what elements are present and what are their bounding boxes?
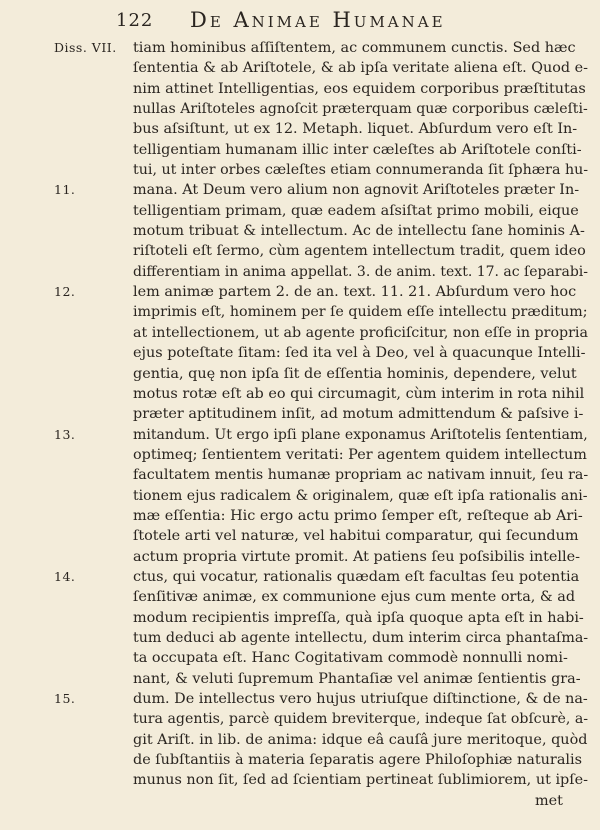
- line-text: nullas Ariſtoteles agnoſcit præterquam quæ corporibus cæleſti-: [133, 101, 588, 118]
- text-line: [0, 38, 600, 58]
- line-text: ejus poteſtate ſitam: ſed ita vel à Deo, vel à quacunque Intelli-: [133, 345, 586, 362]
- text-line: [0, 547, 600, 567]
- line-text: ctus, qui vocatur, rationalis quædam eſt facultas ſeu potentia: [133, 568, 580, 585]
- text-line: [0, 221, 600, 241]
- line-text: mæ eſſentia: Hic ergo actu primo ſemper eſt, reſteque ab Ari-: [133, 507, 583, 524]
- line-text: dum. De intellectus vero hujus utriuſque diſtinctione, & de na-: [133, 691, 588, 707]
- line-text: de ſubſtantiis à materia ſeparatis agere Philoſophiæ naturalis: [133, 752, 582, 769]
- body-text: [0, 38, 600, 811]
- line-text: motum tribuat & intellectum. Ac de intellectu ſane hominis A-: [133, 223, 585, 240]
- text-line: [0, 608, 600, 628]
- catchword-line: [0, 791, 600, 811]
- line-text: riſtoteli eſt ſermo, cùm agentem intellectum tradit, quem ideo: [133, 243, 586, 260]
- text-line: [0, 445, 600, 465]
- text-line: [0, 79, 600, 99]
- line-text: mana. At Deum vero alium non agnovit Ariſtoteles præter In-: [133, 182, 580, 199]
- text-line: [0, 404, 600, 424]
- line-text: at intellectionem, ut ab agente proficiſcitur, non eſſe in propria: [133, 324, 588, 341]
- line-text: facultatem mentis humanæ propriam ac nativam innuit, ſeu ra-: [133, 467, 589, 484]
- text-line: [0, 750, 600, 770]
- margin-note: 13.: [54, 426, 76, 442]
- line-text: actum propria virtute promit. At patiens ſeu poſsibilis intelle-: [133, 548, 581, 565]
- text-line: [0, 262, 600, 282]
- line-text: tionem ejus radicalem & originalem, quæ eſt ipſa rationalis ani-: [133, 487, 588, 504]
- text-line: [0, 364, 600, 384]
- text-line: [0, 465, 600, 485]
- text-line: [0, 709, 600, 729]
- line-text: bus aſsiſtunt, ut ex 12. Metaph. liquet. Abſurdum vero eſt In-: [133, 121, 578, 138]
- line-text: ſtotele arti vel naturæ, vel habitui comparatur, qui ſecundum: [133, 528, 579, 545]
- margin-note: Diss. VII.: [54, 40, 117, 55]
- text-line: [0, 160, 600, 180]
- line-text: tui, ut inter orbes cæleſtes etiam connumeranda ſit ſphæra hu-: [133, 162, 589, 179]
- margin-note: 15.: [54, 691, 76, 706]
- text-line: [0, 730, 600, 750]
- text-line: [0, 526, 600, 546]
- line-text: modum recipientis impreſſa, quà ipſa quoque apta eſt in habi-: [133, 609, 584, 626]
- text-line: [0, 323, 600, 343]
- line-text: mitandum. Ut ergo ipſi plane exponamus Ariſtotelis ſententiam,: [133, 426, 588, 443]
- margin-note: 14.: [54, 568, 76, 584]
- text-line: [0, 99, 600, 119]
- text-line: [0, 425, 600, 445]
- text-line: [0, 628, 600, 648]
- text-line: [0, 770, 600, 790]
- text-line: [0, 180, 600, 200]
- line-text: optimeq; ſentientem veritati: Per agentem quidem intellectum: [133, 446, 587, 463]
- line-text: telligentiam humanam illic inter cæleſtes ab Ariſtotele conſti-: [133, 141, 582, 158]
- text-line: [0, 58, 600, 78]
- text-line: [0, 648, 600, 668]
- text-line: [0, 689, 600, 709]
- page-number: 122: [116, 10, 154, 31]
- text-line: [0, 201, 600, 221]
- line-text: tiam hominibus aſſiſtentem, ac communem cunctis. Sed hæc: [133, 40, 576, 56]
- line-text: imprimis eſt, hominem per ſe quidem eſſe intellectu præditum;: [133, 304, 588, 321]
- text-line: [0, 486, 600, 506]
- page-header: [0, 8, 600, 36]
- line-text: tura agentis, parcè quidem breviterque, indeque ſat obſcurè, a-: [133, 711, 589, 728]
- text-line: [0, 384, 600, 404]
- line-text: gentia, quę non ipſa ſit de eſſentia hominis, dependere, velut: [133, 365, 577, 382]
- line-text: præter aptitudinem inſit, ad motum admittendum & paſsive i-: [133, 406, 584, 423]
- line-text: git Ariſt. in lib. de anima: idque eâ cauſâ jure meritoque, quòd: [133, 731, 588, 748]
- line-text: ſenſitivæ animæ, ex communione ejus cum mente orta, & ad: [133, 589, 576, 606]
- text-line: [0, 343, 600, 363]
- margin-note: 12.: [54, 284, 76, 300]
- line-text: nim attinet Intelligentias, eos equidem corporibus præſtitutas: [133, 80, 586, 97]
- catchword: met: [535, 792, 563, 809]
- line-text: motus rotæ eſt ab eo qui circumagit, cùm interim in rota nihil: [133, 385, 585, 402]
- text-line: [0, 567, 600, 587]
- text-line: [0, 587, 600, 607]
- line-text: telligentiam primam, quæ eadem aſsiſtat primo mobili, eique: [133, 202, 579, 219]
- text-line: [0, 140, 600, 160]
- text-line: [0, 302, 600, 322]
- running-title: De Animae Humanae: [190, 8, 446, 32]
- line-text: munus non ſit, ſed ad ſcientiam pertineat ſublimiorem, ut ipſe-: [133, 772, 588, 789]
- line-text: nant, & veluti ſupremum Phantaſiæ vel animæ ſentientis gra-: [133, 670, 581, 687]
- line-text: ta occupata eſt. Hanc Cogitativam commodè nonnulli nomi-: [133, 650, 568, 667]
- text-line: [0, 282, 600, 302]
- margin-note: 11.: [54, 182, 76, 198]
- line-text: tum deduci ab agente intellectu, dum interim circa phantaſma-: [133, 629, 589, 646]
- text-line: [0, 241, 600, 261]
- text-line: [0, 119, 600, 139]
- text-line: [0, 506, 600, 526]
- line-text: differentiam in anima appellat. 3. de anim. text. 17. ac ſeparabi-: [133, 263, 588, 280]
- line-text: ſententia & ab Ariſtotele, & ab ipſa veritate aliena eſt. Quod e-: [133, 60, 588, 77]
- line-text: lem animæ partem 2. de an. text. 11. 21. Abſurdum vero hoc: [133, 284, 577, 301]
- text-line: [0, 669, 600, 689]
